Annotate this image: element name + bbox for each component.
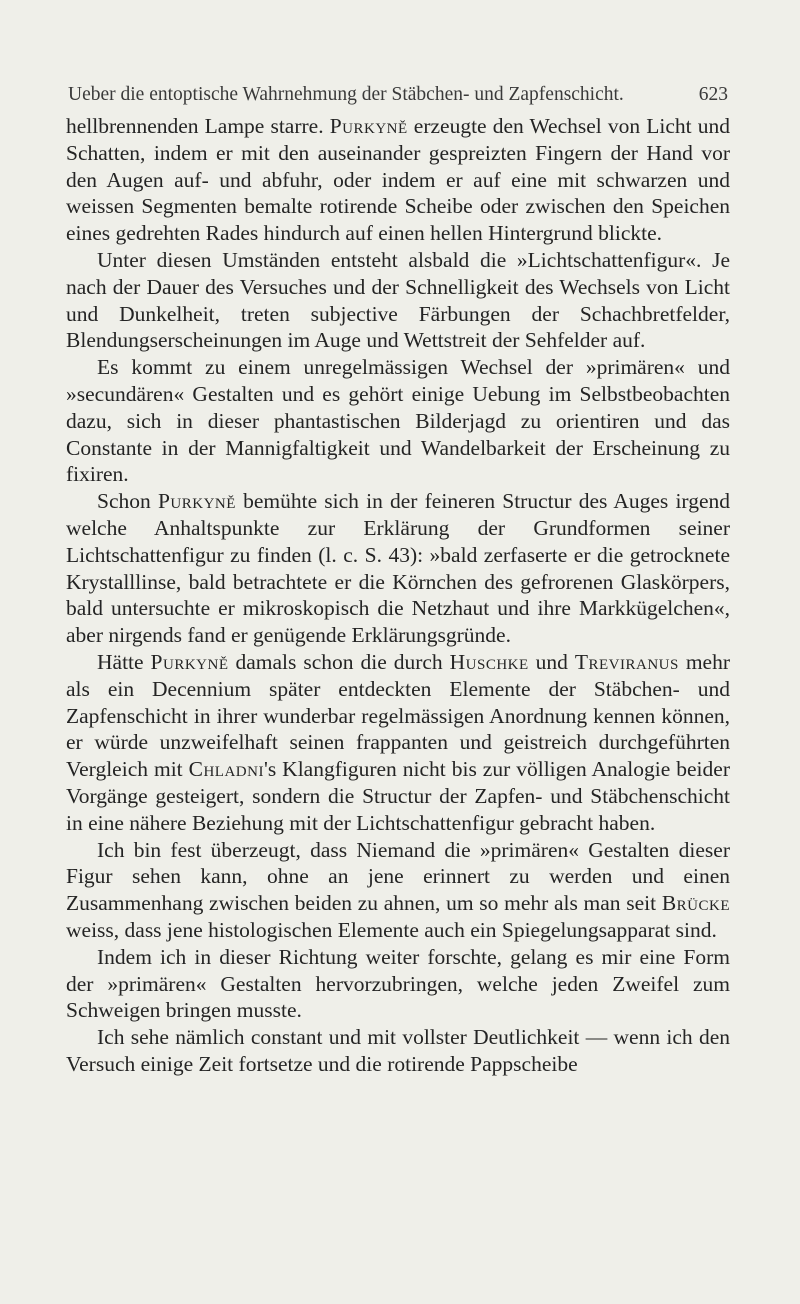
paragraph [66, 113, 730, 247]
text-run: hellbrennenden Lampe starre. [66, 114, 330, 138]
author-name: Brücke [661, 891, 730, 916]
text-run: bemühte sich in der feineren Structur des Auges irgend welche Anhaltspunkte zur Erklärung der Grundformen seiner Lichtschattenfigur zu finden (l. c. S. 43): »bald zerfaserte er die getrocknete Krystalllinse, bald betrachtete er die Körnchen des gefrorenen Glaskörpers, bald untersuchte er mikroskopisch die Netzhaut und ihre Markkügelchen«, aber nirgends fand er genügende Erklärungsgründe. [66, 489, 730, 648]
paragraph [66, 649, 730, 837]
text-run: Schon [97, 489, 158, 514]
text-run: und [528, 649, 575, 674]
text-run: damals schon die durch [228, 649, 450, 674]
text-run: Indem ich in dieser Richtung weiter forschte, gelang es mir eine Form der »primären« Gestalten hervorzubringen, welche jeden Zweifel zum Schweigen bringen musste. [66, 944, 730, 1023]
paragraph [66, 1024, 730, 1078]
author-name: Huschke [449, 649, 529, 674]
text-run: Ich bin fest überzeugt, dass Niemand die »primären« Gestalten dieser Figur sehen kann, ohne an jene erinnert zu werden und einen Zusammenhang zwischen beiden zu ahnen, um so mehr als man seit [66, 837, 730, 916]
author-name: Chladni [188, 757, 264, 782]
author-name: Purkyně [150, 649, 229, 674]
body-text [66, 113, 730, 1078]
text-run: Es kommt zu einem unregelmässigen Wechsel der »primären« und »secundären« Gestalten und es gehört einige Uebung im Selbstbeobachten dazu, sich in dieser phantastischen Bilderjagd zu orientiren und das Constante in der Mannigfaltigkeit und Wandelbarkeit der Erscheinung zu fixiren. [66, 355, 730, 487]
text-run: Unter diesen Umständen entsteht alsbald die »Lichtschattenfigur«. Je nach der Dauer des Versuches und der Schnelligkeit des Wechsels von Licht und Dunkelheit, treten subjective Färbungen der Schachbretfelder, Blendungserscheinungen im Auge und Wettstreit der Sehfelder auf. [66, 247, 730, 353]
text-run: 's Klangfiguren nicht bis zur völligen Analogie beider Vorgänge gesteigert, sondern die Structur der Zapfen- und Stäbchenschicht in eine nähere Beziehung mit der Lichtschattenfigur gebracht haben. [66, 757, 730, 835]
author-name: Purkyně [329, 114, 408, 138]
text-run: mehr als ein Decennium später entdeckten Elemente der Stäbchen- und Zapfenschicht in ihrer wunderbar regelmässigen Anordnung kennen können, er würde unzweifelhaft seinen frappanten und geistreich durchgeführten Vergleich mit [66, 649, 730, 782]
text-run: Ich sehe nämlich constant und mit vollster Deutlichkeit — wenn ich den Versuch einige Zeit fortsetze und die rotirende Pappscheibe [66, 1025, 730, 1076]
text-run: weiss, dass jene histologischen Elemente auch ein Spiegelungsapparat sind. [66, 917, 717, 942]
author-name: Purkyně [157, 489, 236, 514]
paragraph [66, 247, 730, 354]
paragraph [66, 354, 730, 488]
paragraph [66, 488, 730, 649]
paragraph [66, 837, 730, 944]
author-name: Treviranus [574, 649, 679, 674]
text-run: erzeugte den Wechsel von Licht und Schatten, indem er mit den auseinander gespreizten Fingern der Hand vor den Augen auf- und abfuhr, oder indem er auf eine mit schwarzen und weissen Segmenten bemalte rotirende Scheibe oder zwischen den Speichen eines gedrehten Rades hindurch auf einen hellen Hintergrund blickte. [66, 114, 731, 246]
page-number: 623 [698, 84, 728, 105]
paragraph [66, 944, 730, 1024]
text-run: Hätte [97, 649, 151, 674]
running-header [68, 84, 728, 110]
running-title: Ueber die entoptische Wahrnehmung der Stäbchen- und Zapfenschicht. [68, 84, 624, 105]
